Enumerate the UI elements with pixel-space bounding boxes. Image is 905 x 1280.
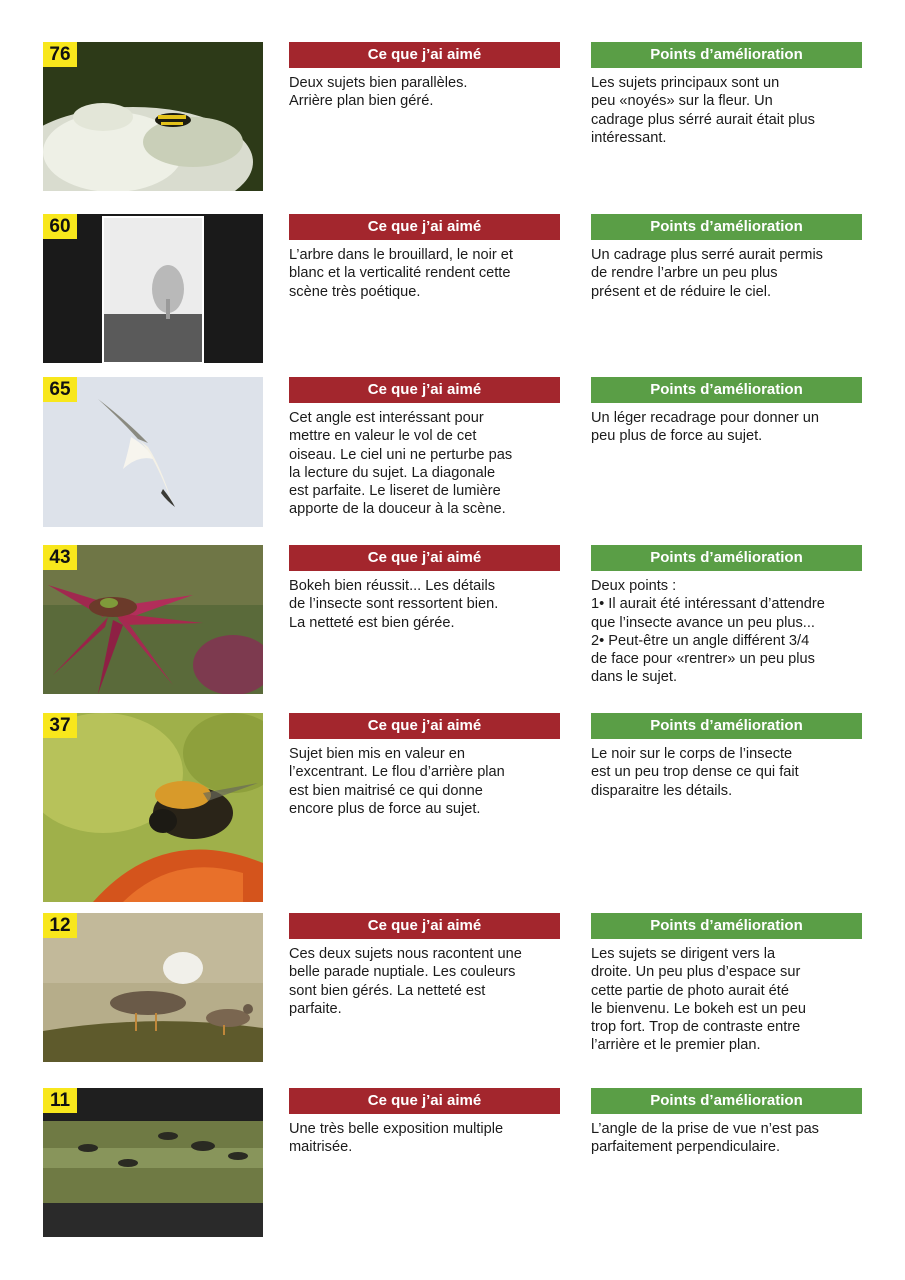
improve-text: L’angle de la prise de vue n’est pas parfaitement perpendiculaire. [591, 1121, 819, 1156]
improve-text: Les sujets principaux sont un peu «noyés» sur la fleur. Un cadrage plus sérré aurait était plus intéressant. [591, 75, 815, 146]
improve-header: Points d’amélioration [591, 913, 862, 939]
liked-text: Sujet bien mis en valeur en l’excentrant. Le flou d’arrière plan est bien maitrisé ce qui donne encore plus de force au sujet. [289, 746, 505, 817]
liked-header: Ce que j’ai aimé [289, 1088, 560, 1114]
improve-text: Le noir sur le corps de l’insecte est un peu trop dense ce qui fait disparaitre les détails. [591, 746, 799, 799]
score-badge: 65 [43, 377, 77, 402]
improve-text: Deux points : 1• Il aurait été intéressant d’attendre que l’insecte avance un peu plus... 2• Peut-être un angle différent 3/4 de face pour «rentrer» un peu plus dans le sujet. [591, 578, 825, 686]
liked-header: Ce que j’ai aimé [289, 214, 560, 240]
lapwing-multiple-exposure-photo [43, 1088, 263, 1237]
improve-header: Points d’amélioration [591, 42, 862, 68]
liked-text: Bokeh bien réussit... Les détails de l’insecte sont ressortent bien. La netteté est bien gérée. [289, 578, 499, 631]
score-badge: 43 [43, 545, 77, 570]
liked-text: L’arbre dans le brouillard, le noir et blanc et la verticalité rendent cette scène très poétique. [289, 247, 513, 300]
liked-header: Ce que j’ai aimé [289, 42, 560, 68]
score-badge: 12 [43, 913, 77, 938]
liked-header: Ce que j’ai aimé [289, 913, 560, 939]
improve-header: Points d’amélioration [591, 1088, 862, 1114]
seagull-photo [43, 377, 263, 527]
improve-header: Points d’amélioration [591, 545, 862, 571]
liked-text: Ces deux sujets nous racontent une belle parade nuptiale. Les couleurs sont bien gérés. La netteté est parfaite. [289, 946, 522, 1017]
improve-header: Points d’amélioration [591, 713, 862, 739]
liked-text: Cet angle est interéssant pour mettre en valeur le vol de cet oiseau. Le ciel uni ne perturbe pas la lecture du sujet. La diagonale est parfaite. Le liseret de lumière apporte de la douceur à la scène. [289, 410, 513, 518]
improve-header: Points d’amélioration [591, 214, 862, 240]
liked-header: Ce que j’ai aimé [289, 713, 560, 739]
liked-text: Deux sujets bien parallèles. Arrière plan bien géré. [289, 75, 468, 110]
liked-header: Ce que j’ai aimé [289, 377, 560, 403]
liked-text: Une très belle exposition multiple maitrisée. [289, 1121, 504, 1156]
bumblebee-photo [43, 713, 263, 902]
improve-header: Points d’amélioration [591, 377, 862, 403]
improve-text: Les sujets se dirigent vers la droite. Un peu plus d’espace sur cette partie de photo aurait été le bienvenu. Le bokeh est un peu trop fort. Trop de contraste entre l’arrière et le premier plan. [591, 946, 807, 1054]
foggy-tree-photo [43, 214, 263, 363]
score-badge: 60 [43, 214, 77, 239]
improve-text: Un léger recadrage pour donner un peu plus de force au sujet. [591, 410, 819, 445]
score-badge: 76 [43, 42, 77, 67]
wasp-flower-photo [43, 42, 263, 191]
echinacea-insect-photo [43, 545, 263, 694]
score-badge: 37 [43, 713, 77, 738]
improve-text: Un cadrage plus serré aurait permis de rendre l’arbre un peu plus présent et de réduire le ciel. [591, 247, 823, 300]
score-badge: 11 [43, 1088, 77, 1113]
ruff-birds-photo [43, 913, 263, 1062]
liked-header: Ce que j’ai aimé [289, 545, 560, 571]
